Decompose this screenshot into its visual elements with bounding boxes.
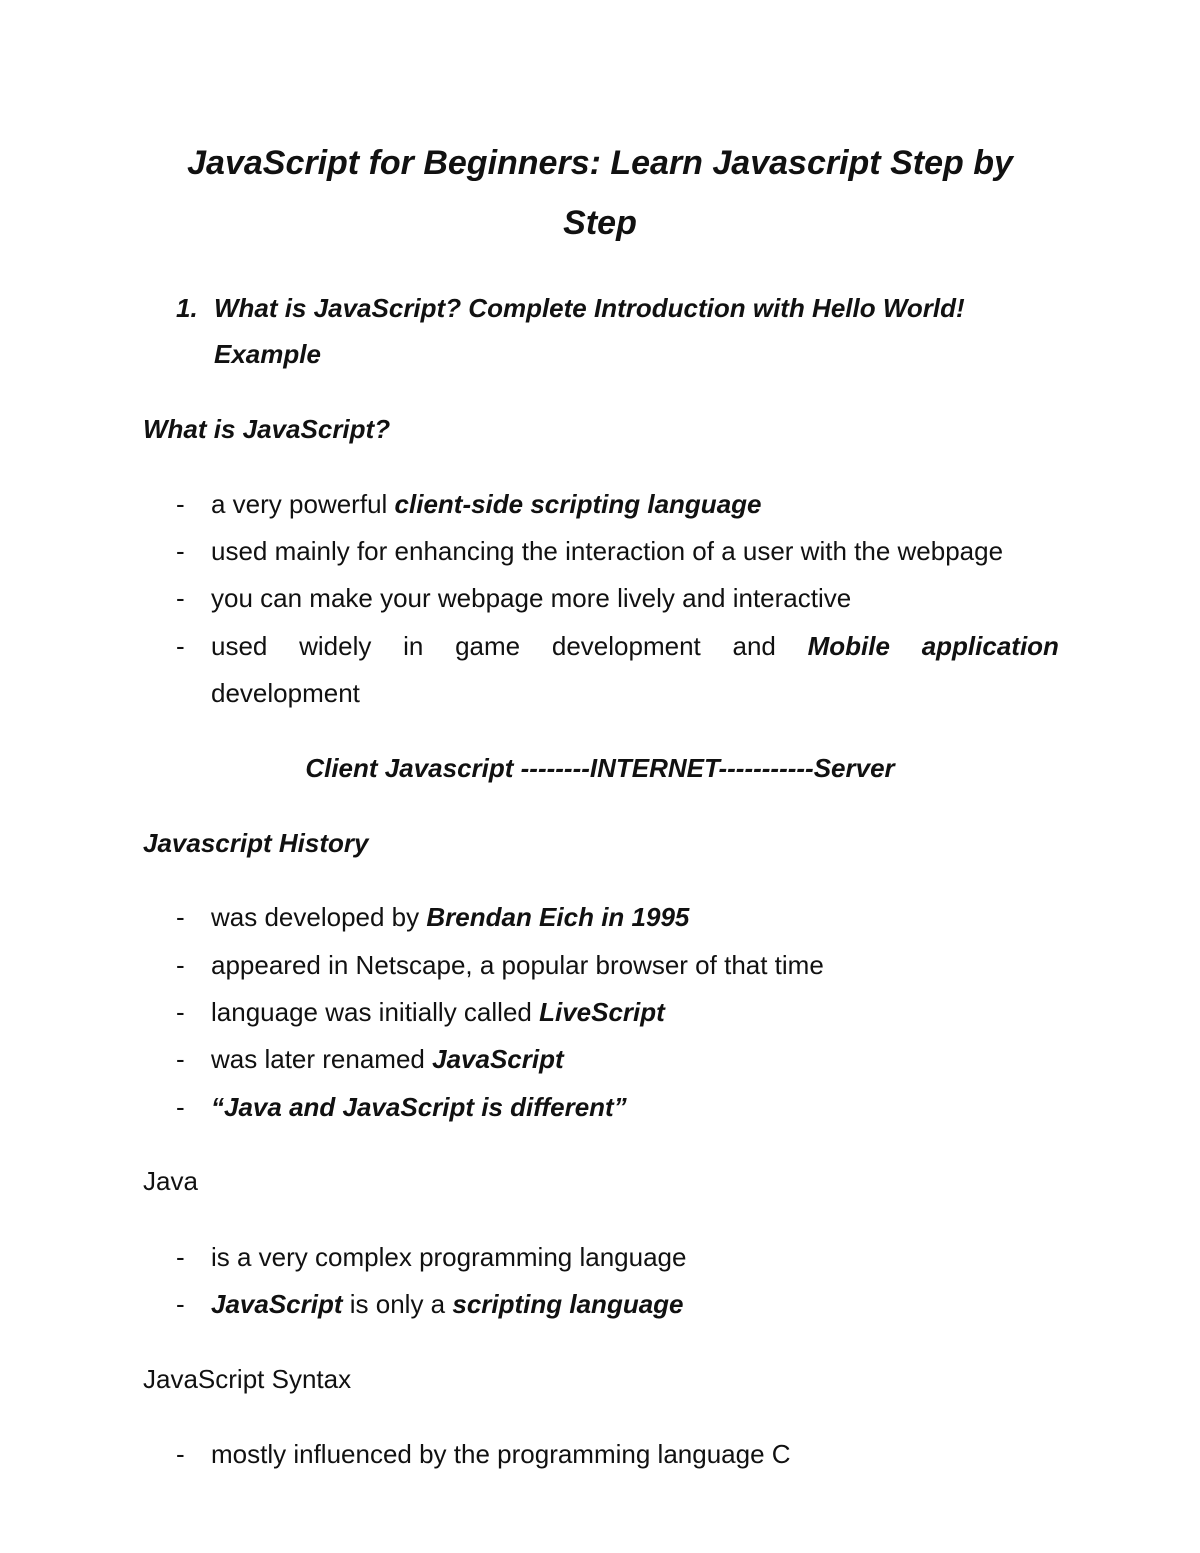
subheading-javascript-history: Javascript History: [143, 828, 369, 858]
subheading-java: Java: [143, 1166, 198, 1196]
bullet-text: is only a: [342, 1289, 453, 1319]
bullet-marker: -: [176, 489, 185, 519]
section-heading-line-2: Example: [214, 339, 321, 369]
bullet-emphasis: application: [921, 631, 1059, 661]
bullet-emphasis: JavaScript: [432, 1044, 564, 1074]
subheading-javascript-syntax: JavaScript Syntax: [143, 1364, 352, 1394]
bullet-emphasis: JavaScript: [211, 1289, 343, 1319]
bullet-emphasis: LiveScript: [539, 997, 665, 1027]
bullet-word: game: [455, 631, 521, 661]
bullet-text: language was initially called: [211, 997, 540, 1027]
bullet-item: used mainly for enhancing the interaction of a user with the webpage: [211, 536, 1004, 566]
bullet-marker: -: [176, 1289, 185, 1319]
bullet-marker: -: [176, 583, 185, 613]
bullet-word: widely: [299, 631, 372, 661]
section-heading-line-1: What is JavaScript? Complete Introduction with Hello World!: [214, 293, 965, 323]
bullet-item: [211, 901, 689, 933]
bullet-emphasis: Mobile: [807, 631, 890, 661]
bullet-item: [211, 1288, 684, 1320]
bullet-emphasis: client-side scripting language: [394, 489, 762, 519]
bullet-marker: -: [176, 1439, 185, 1469]
bullet-marker: -: [176, 536, 185, 566]
bullet-marker: -: [176, 1092, 185, 1122]
bullet-marker: -: [176, 997, 185, 1027]
bullet-marker: -: [176, 902, 185, 932]
subheading-what-is-javascript: What is JavaScript?: [143, 414, 391, 444]
bullet-item: [211, 996, 665, 1028]
bullet-emphasis: Brendan Eich in 1995: [426, 902, 690, 932]
bullet-marker: -: [176, 631, 185, 661]
bullet-word: and: [732, 631, 776, 661]
document-title-line-1: JavaScript for Beginners: Learn Javascript Step by: [187, 144, 1013, 182]
bullet-item: you can make your webpage more lively and interactive: [211, 583, 852, 613]
bullet-word: development: [551, 631, 701, 661]
section-number: 1.: [176, 293, 198, 323]
bullet-marker: -: [176, 1044, 185, 1074]
bullet-item-justified: [211, 630, 1059, 662]
bullet-marker: -: [176, 1242, 185, 1272]
bullet-word: in: [403, 631, 424, 661]
bullet-item-quote: “Java and JavaScript is different”: [211, 1092, 627, 1122]
bullet-marker: -: [176, 950, 185, 980]
bullet-text: a very powerful: [211, 489, 395, 519]
bullet-text: was later renamed: [211, 1044, 433, 1074]
bullet-text: was developed by: [211, 902, 427, 932]
bullet-item: [211, 1043, 564, 1075]
bullet-item: is a very complex programming language: [211, 1242, 687, 1272]
bullet-continuation: development: [211, 678, 360, 708]
bullet-emphasis: scripting language: [452, 1289, 684, 1319]
bullet-word: used: [211, 631, 268, 661]
bullet-item: mostly influenced by the programming language C: [211, 1439, 791, 1469]
document-title-line-2: Step: [563, 204, 637, 242]
client-server-diagram-line: Client Javascript --------INTERNET-----------Server: [305, 753, 895, 783]
bullet-item: appeared in Netscape, a popular browser of that time: [211, 950, 824, 980]
bullet-item: [211, 488, 762, 520]
